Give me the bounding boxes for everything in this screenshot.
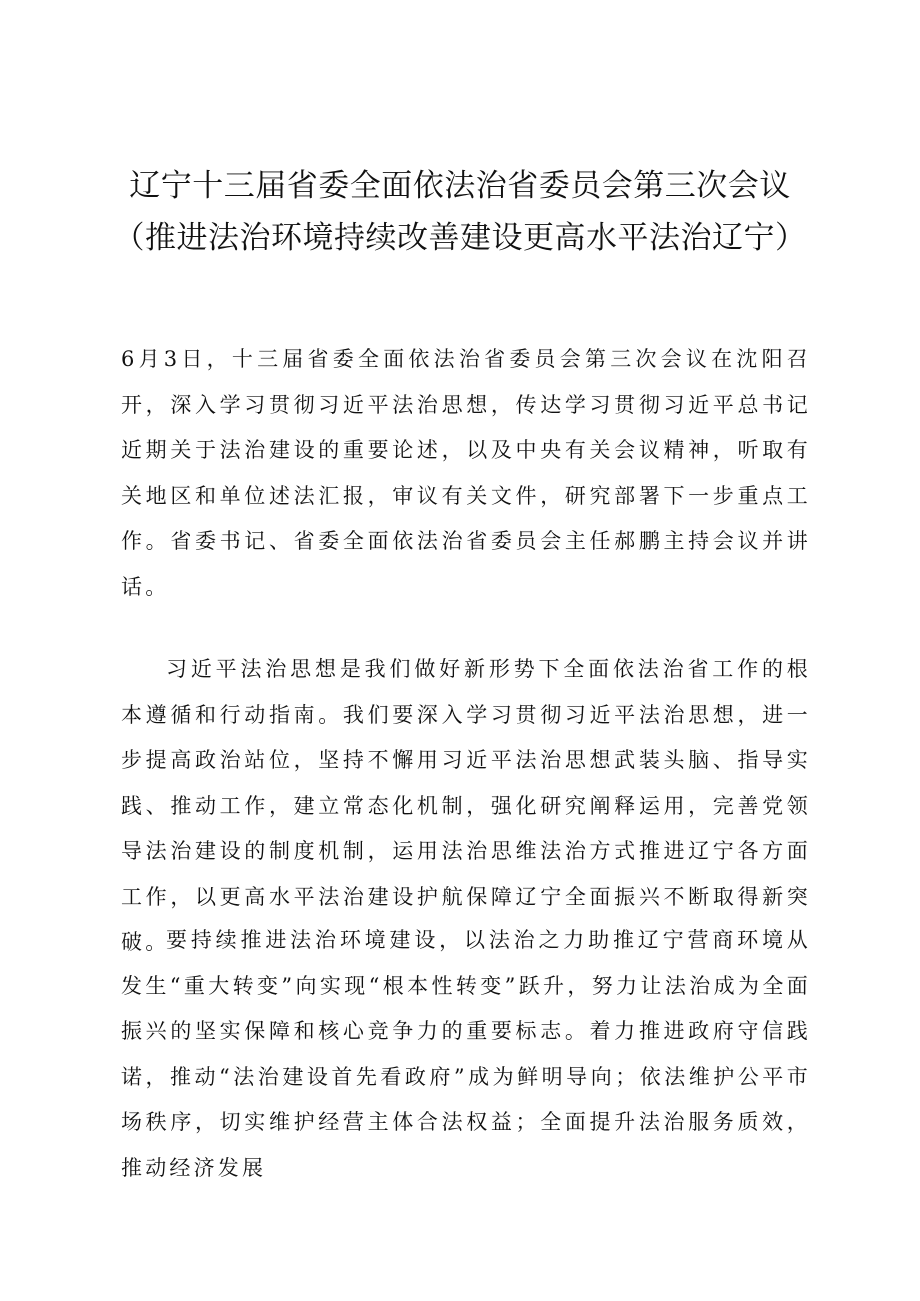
- document-title: [100, 160, 820, 264]
- title-line-1: 辽宁十三届省委全面依法治省委员会第三次会议: [129, 168, 791, 204]
- paragraph-meeting-summary: 6月3日，十三届省委全面依法治省委员会第三次会议在沈阳召开，深入学习贯彻习近平法治思想，传达学习贯彻习近平总书记近期关于法治建设的重要论述，以及中央有关会议精神，听取有关地区和单位述法汇报，审议有关文件，研究部署下一步重点工作。省委书记、省委全面依法治省委员会主任郝鹏主持会议并讲话。: [121, 347, 811, 599]
- title-line-2: （推进法治环境持续改善建设更高水平法治辽宁）: [113, 220, 807, 256]
- paragraph-guiding-thought: 习近平法治思想是我们做好新形势下全面依法治省工作的根本遵循和行动指南。我们要深入学习贯彻习近平法治思想，进一步提高政治站位，坚持不懈用习近平法治思想武装头脑、指导实践、推动工作，建立常态化机制，强化研究阐释运用，完善党领导法治建设的制度机制，运用法治思维法治方式推进辽宁各方面工作，以更高水平法治建设护航保障辽宁全面振兴不断取得新突破。: [121, 657, 811, 954]
- paragraph-legal-environment: 要持续推进法治环境建设，以法治之力助推辽宁营商环境从发生“重大转变”向实现“根本性转变”跃升，努力让法治成为全面振兴的坚实保障和核心竞争力的重要标志。着力推进政府守信践诺，推动“法治建设首先看政府”成为鲜明导向；依法维护公平市场秩序，切实维护经营主体合法权益；全面提升法治服务质效，推动经济发展: [121, 928, 811, 1180]
